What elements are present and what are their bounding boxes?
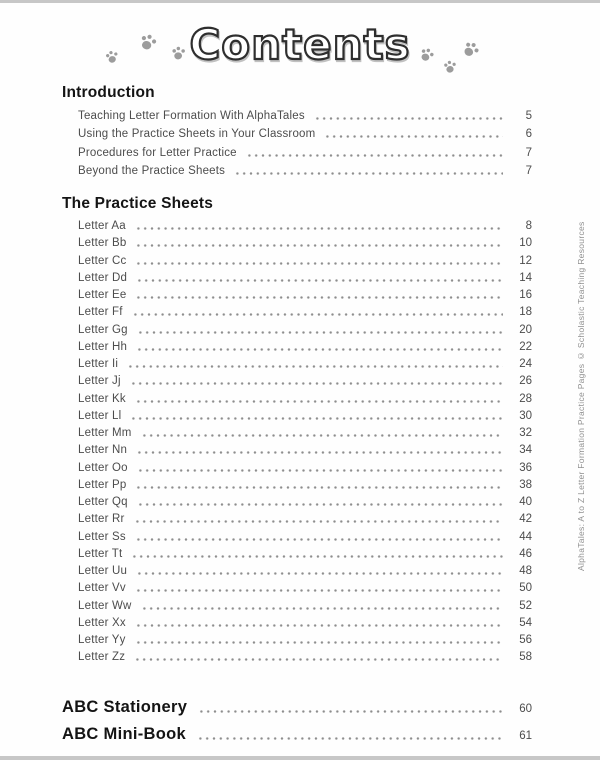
entry-label: Letter Ss <box>78 530 126 543</box>
dot-leader <box>135 244 503 247</box>
entry-label: Letter Uu <box>78 565 128 577</box>
entry-page-number: 12 <box>519 254 532 267</box>
title-header <box>0 20 600 76</box>
dot-leader <box>135 400 503 403</box>
dot-leader <box>141 607 503 610</box>
toc-standalone-entries <box>62 691 532 745</box>
toc-entry-row <box>78 162 532 180</box>
entry-label: Letter Cc <box>78 254 127 267</box>
toc-entry-row <box>78 580 532 597</box>
entry-page-number: 32 <box>519 427 532 439</box>
toc-entry-row <box>78 235 532 252</box>
page-bottom-edge <box>0 756 600 760</box>
entry-page-number: 18 <box>519 306 532 319</box>
paw-print-icon <box>418 46 437 65</box>
dot-leader <box>314 117 503 120</box>
entry-label: Letter Ii <box>78 358 119 370</box>
toc-entry-row <box>78 408 532 425</box>
entry-label: Letter Vv <box>78 582 126 595</box>
dot-leader <box>234 172 503 175</box>
section-entries <box>78 218 532 667</box>
entry-label: Letter Ee <box>78 289 127 301</box>
entry-page-number: 56 <box>519 634 532 646</box>
entry-label: Letter Qq <box>78 496 128 508</box>
dot-leader <box>135 624 503 627</box>
entry-label: Letter Ff <box>78 306 123 319</box>
toc-entry-row <box>78 390 532 407</box>
toc-sections <box>62 84 532 666</box>
entry-label: Letter Bb <box>78 237 127 250</box>
toc-entry-row <box>78 615 532 632</box>
toc-entry-row <box>78 143 532 161</box>
entry-page-number: 24 <box>519 358 532 370</box>
entry-page-number: 50 <box>519 582 532 595</box>
toc-entry-row <box>78 425 532 442</box>
entry-label: Letter Oo <box>78 461 128 474</box>
entry-page-number: 42 <box>519 513 532 526</box>
entry-page-number: 30 <box>519 409 532 422</box>
toc-entry-row <box>78 125 532 143</box>
entry-label: Using the Practice Sheets in Your Classroom <box>78 128 316 141</box>
entry-page-number: 40 <box>519 496 532 508</box>
dot-leader <box>131 555 503 558</box>
entry-label: Letter Xx <box>78 616 126 629</box>
entry-label: Letter Kk <box>78 392 126 405</box>
entry-label: Letter Ww <box>78 599 132 612</box>
entry-label: Letter Jj <box>78 375 121 388</box>
toc-entry-row <box>78 287 532 304</box>
entry-page-number: 7 <box>525 164 532 177</box>
dot-leader <box>130 417 503 420</box>
entry-page-number: 28 <box>519 392 532 405</box>
toc-entry-row <box>78 477 532 494</box>
dot-leader <box>136 572 503 575</box>
entry-label: Letter Hh <box>78 340 128 353</box>
entry-page-number: 8 <box>525 220 532 232</box>
dot-leader <box>197 737 503 740</box>
dot-leader <box>134 520 503 523</box>
toc-entry-row <box>78 546 532 563</box>
section-heading: The Practice Sheets <box>62 194 214 212</box>
entry-label: Letter Nn <box>78 444 128 457</box>
entry-page-number: 26 <box>519 375 532 388</box>
toc-entry-row <box>78 373 532 390</box>
toc-section <box>62 84 532 180</box>
entry-label: Procedures for Letter Practice <box>78 146 237 159</box>
toc-entry-row <box>78 511 532 528</box>
dot-leader <box>135 538 503 541</box>
entry-label: Letter Rr <box>78 513 125 526</box>
entry-label: Letter Pp <box>78 478 127 491</box>
section-entries <box>78 107 532 180</box>
entry-label: Teaching Letter Formation With AlphaTales <box>78 110 305 123</box>
dot-leader <box>324 135 503 138</box>
dot-leader <box>137 469 503 472</box>
entry-page-number: 46 <box>519 547 532 560</box>
entry-page-number: 10 <box>519 237 532 250</box>
dot-leader <box>137 331 503 334</box>
dot-leader <box>135 641 503 644</box>
dot-leader <box>136 279 503 282</box>
toc-entry-row <box>78 442 532 459</box>
dot-leader <box>135 296 503 299</box>
entry-page-number: 34 <box>519 444 532 457</box>
paw-print-icon <box>460 39 483 62</box>
toc-section <box>62 195 532 667</box>
dot-leader <box>135 486 503 489</box>
toc-entry-row <box>78 218 532 235</box>
entry-page-number: 6 <box>525 128 532 141</box>
entry-page-number: 22 <box>519 340 532 353</box>
table-of-contents <box>62 84 532 745</box>
entry-label: Letter Mm <box>78 427 132 439</box>
dot-leader <box>137 503 503 506</box>
paw-print-icon <box>171 45 187 61</box>
entry-page-number: 54 <box>519 616 532 629</box>
paw-print-icon <box>138 32 159 53</box>
toc-entry-row <box>78 632 532 649</box>
toc-entry-row <box>78 459 532 476</box>
entry-page-number: 20 <box>519 323 532 336</box>
entry-page-number: 16 <box>519 289 532 301</box>
entry-label: Letter Yy <box>78 634 126 646</box>
dot-leader <box>135 589 503 592</box>
toc-entry-row <box>78 597 532 614</box>
toc-entry-row <box>62 718 532 745</box>
entry-page-number: 60 <box>519 703 532 716</box>
entry-page-number: 61 <box>519 730 532 743</box>
entry-label: Letter Dd <box>78 271 128 284</box>
entry-page-number: 38 <box>519 478 532 491</box>
entry-page-number: 5 <box>525 110 532 123</box>
entry-page-number: 7 <box>525 146 532 159</box>
dot-leader <box>130 382 503 385</box>
dot-leader <box>127 365 503 368</box>
toc-entry-row <box>78 270 532 287</box>
entry-page-number: 48 <box>519 565 532 577</box>
entry-label: Letter Gg <box>78 323 128 336</box>
entry-label: Letter Zz <box>78 651 126 664</box>
dot-leader <box>136 348 503 351</box>
dot-leader <box>141 434 503 437</box>
toc-entry-row <box>78 339 532 356</box>
toc-entry-row <box>78 494 532 511</box>
dot-leader <box>132 313 503 316</box>
toc-entry-row <box>78 252 532 269</box>
entry-label: ABC Mini-Book <box>62 725 186 744</box>
dot-leader <box>198 710 503 713</box>
paw-print-icon <box>104 48 122 66</box>
copyright-credit: AlphaTales: A to Z Letter Formation Practice Pages © Scholastic Teaching Resources <box>576 221 586 571</box>
dot-leader <box>135 227 503 230</box>
dot-leader <box>136 451 503 454</box>
entry-label: Letter Ll <box>78 409 122 422</box>
entry-page-number: 14 <box>519 271 532 284</box>
toc-entry-row <box>78 356 532 373</box>
page-title: Contents <box>189 20 411 69</box>
toc-entry-row <box>78 649 532 666</box>
entry-page-number: 36 <box>519 461 532 474</box>
entry-label: Beyond the Practice Sheets <box>78 164 226 177</box>
toc-entry-row <box>78 321 532 338</box>
entry-label: Letter Aa <box>78 220 126 232</box>
toc-entry-row <box>78 107 532 125</box>
section-heading: Introduction <box>62 84 155 101</box>
entry-page-number: 52 <box>519 599 532 612</box>
dot-leader <box>135 262 503 265</box>
paw-print-icon <box>443 59 460 76</box>
toc-entry-row <box>78 528 532 545</box>
toc-entry-row <box>62 691 532 718</box>
toc-entry-row <box>78 304 532 321</box>
entry-label: Letter Tt <box>78 547 123 560</box>
dot-leader <box>246 154 503 157</box>
toc-entry-row <box>78 563 532 580</box>
dot-leader <box>134 658 503 661</box>
entry-page-number: 44 <box>519 530 532 543</box>
page-top-edge <box>0 0 600 3</box>
entry-page-number: 58 <box>519 651 532 664</box>
entry-label: ABC Stationery <box>62 698 188 717</box>
